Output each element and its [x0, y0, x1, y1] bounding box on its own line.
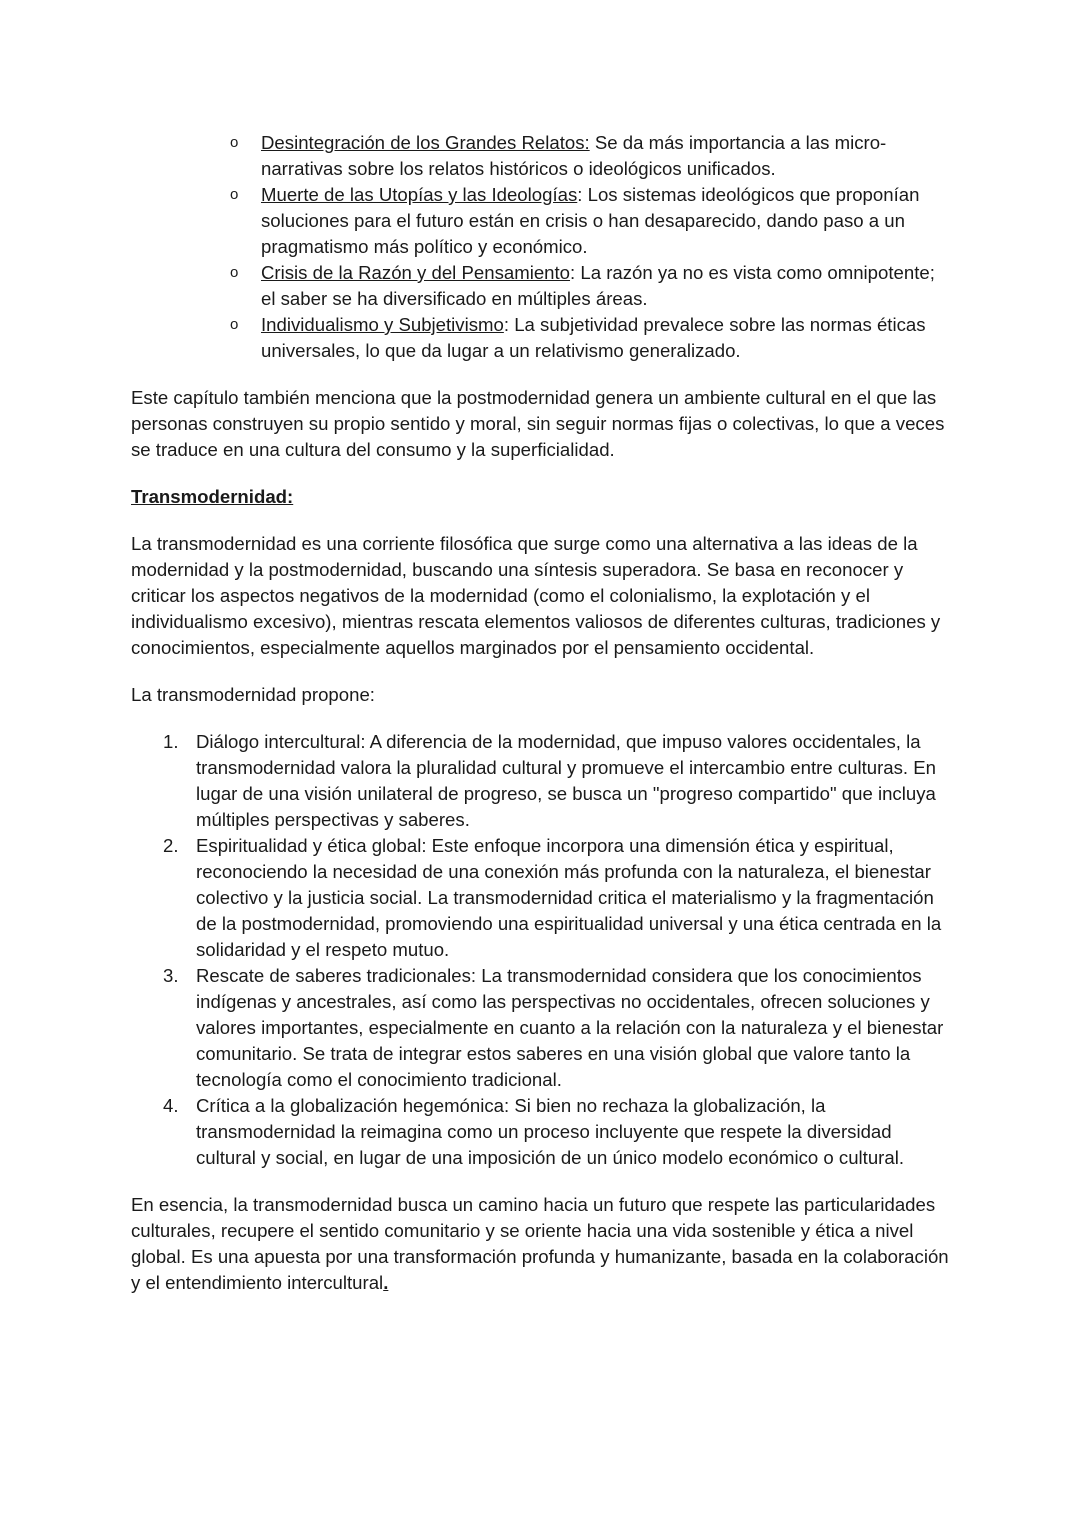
- item-text: Crítica a la globalización hegemónica: Si bien no rechaza la globalización, la transmodernidad la reimagina como un proceso incluyente que respete la diversidad cultural y social, en lugar de una imposición de un único modelo económico o cultural.: [196, 1095, 904, 1168]
- paragraph-text: En esencia, la transmodernidad busca un camino hacia un futuro que respete las particularidades culturales, recupere el sentido comunitario y se oriente hacia una vida sostenible y ética a nivel global. Es una apuesta por una transformación profunda y humanizante, basada en la colaboración y el entendimiento intercultural: [131, 1194, 949, 1293]
- final-period: .: [383, 1272, 389, 1293]
- paragraph: [131, 1192, 951, 1296]
- paragraph: La transmodernidad es una corriente filosófica que surge como una alternativa a las ideas de la modernidad y la postmodernidad, buscando una síntesis superadora. Se basa en reconocer y criticar los aspectos negativos de la modernidad (como el colonialismo, la explotación y el individualismo excesivo), mientras rescata elementos valiosos de diferentes culturas, tradiciones y conocimientos, especialmente aquellos marginados por el pensamiento occidental.: [131, 533, 941, 658]
- term: Desintegración de los Grandes Relatos:: [261, 132, 590, 153]
- item-text: : Los sistemas ideológicos que proponían soluciones para el futuro están en crisis o han desaparecido, dando paso a un pragmatismo más político y económico.: [261, 184, 920, 257]
- term: Individualismo y Subjetivismo: [261, 314, 504, 335]
- term: Muerte de las Utopías y las Ideologías: [261, 184, 578, 205]
- paragraph: La transmodernidad propone:: [131, 684, 375, 705]
- item-text: : La razón ya no es vista como omnipotente; el saber se ha diversificado en múltiples áreas.: [261, 262, 935, 309]
- postmodern-traits-list: [131, 130, 941, 364]
- paragraph: Este capítulo también menciona que la postmodernidad genera un ambiente cultural en el que las personas construyen su propio sentido y moral, sin seguir normas fijas o colectivas, lo que a veces se traduce en una cultura del consumo y la superficialidad.: [131, 387, 945, 460]
- list-item: [163, 1093, 956, 1171]
- item-text: Se da más importancia a las micro-narrativas sobre los relatos históricos o ideológicos unificados.: [261, 132, 887, 179]
- term: Crisis de la Razón y del Pensamiento: [261, 262, 571, 283]
- bullet-icon: o: [230, 316, 239, 333]
- bullet-icon: o: [230, 264, 239, 281]
- list-item: [230, 312, 941, 364]
- proposals-list: [131, 729, 956, 1171]
- item-number: 4.: [163, 1095, 179, 1116]
- document-page: [131, 130, 951, 1296]
- item-number: 1.: [163, 731, 179, 752]
- list-item: [230, 260, 941, 312]
- bullet-icon: o: [230, 134, 239, 151]
- list-item: [230, 130, 941, 182]
- item-text: Rescate de saberes tradicionales: La transmodernidad considera que los conocimientos indígenas y ancestrales, así como las perspectivas no occidentales, ofrecen soluciones y valores importantes, especialmente en cuanto a la relación con la naturaleza y el bienestar comunitario. Se trata de integrar estos saberes en una visión global que valore tanto la tecnología como el conocimiento tradicional.: [196, 965, 944, 1090]
- section-heading: Transmodernidad:: [131, 486, 294, 507]
- list-item: [163, 729, 956, 833]
- item-number: 2.: [163, 835, 179, 856]
- item-text: : La subjetividad prevalece sobre las normas éticas universales, lo que da lugar a un relativismo generalizado.: [261, 314, 926, 361]
- item-text: Espiritualidad y ética global: Este enfoque incorpora una dimensión ética y espiritual, reconociendo la necesidad de una conexión más profunda con la naturaleza, el bienestar colectivo y la justicia social. La transmodernidad critica el materialismo y la fragmentación de la postmodernidad, promoviendo una espiritualidad universal y una ética centrada en la solidaridad y el respeto mutuo.: [196, 835, 942, 960]
- item-text: Diálogo intercultural: A diferencia de la modernidad, que impuso valores occidentales, la transmodernidad valora la pluralidad cultural y promueve el intercambio entre culturas. En lugar de una visión unilateral de progreso, se busca un "progreso compartido" que incluya múltiples perspectivas y saberes.: [196, 731, 937, 830]
- list-item: [163, 963, 956, 1093]
- list-item: [163, 833, 956, 963]
- bullet-icon: o: [230, 186, 239, 203]
- item-number: 3.: [163, 965, 179, 986]
- list-item: [230, 182, 941, 260]
